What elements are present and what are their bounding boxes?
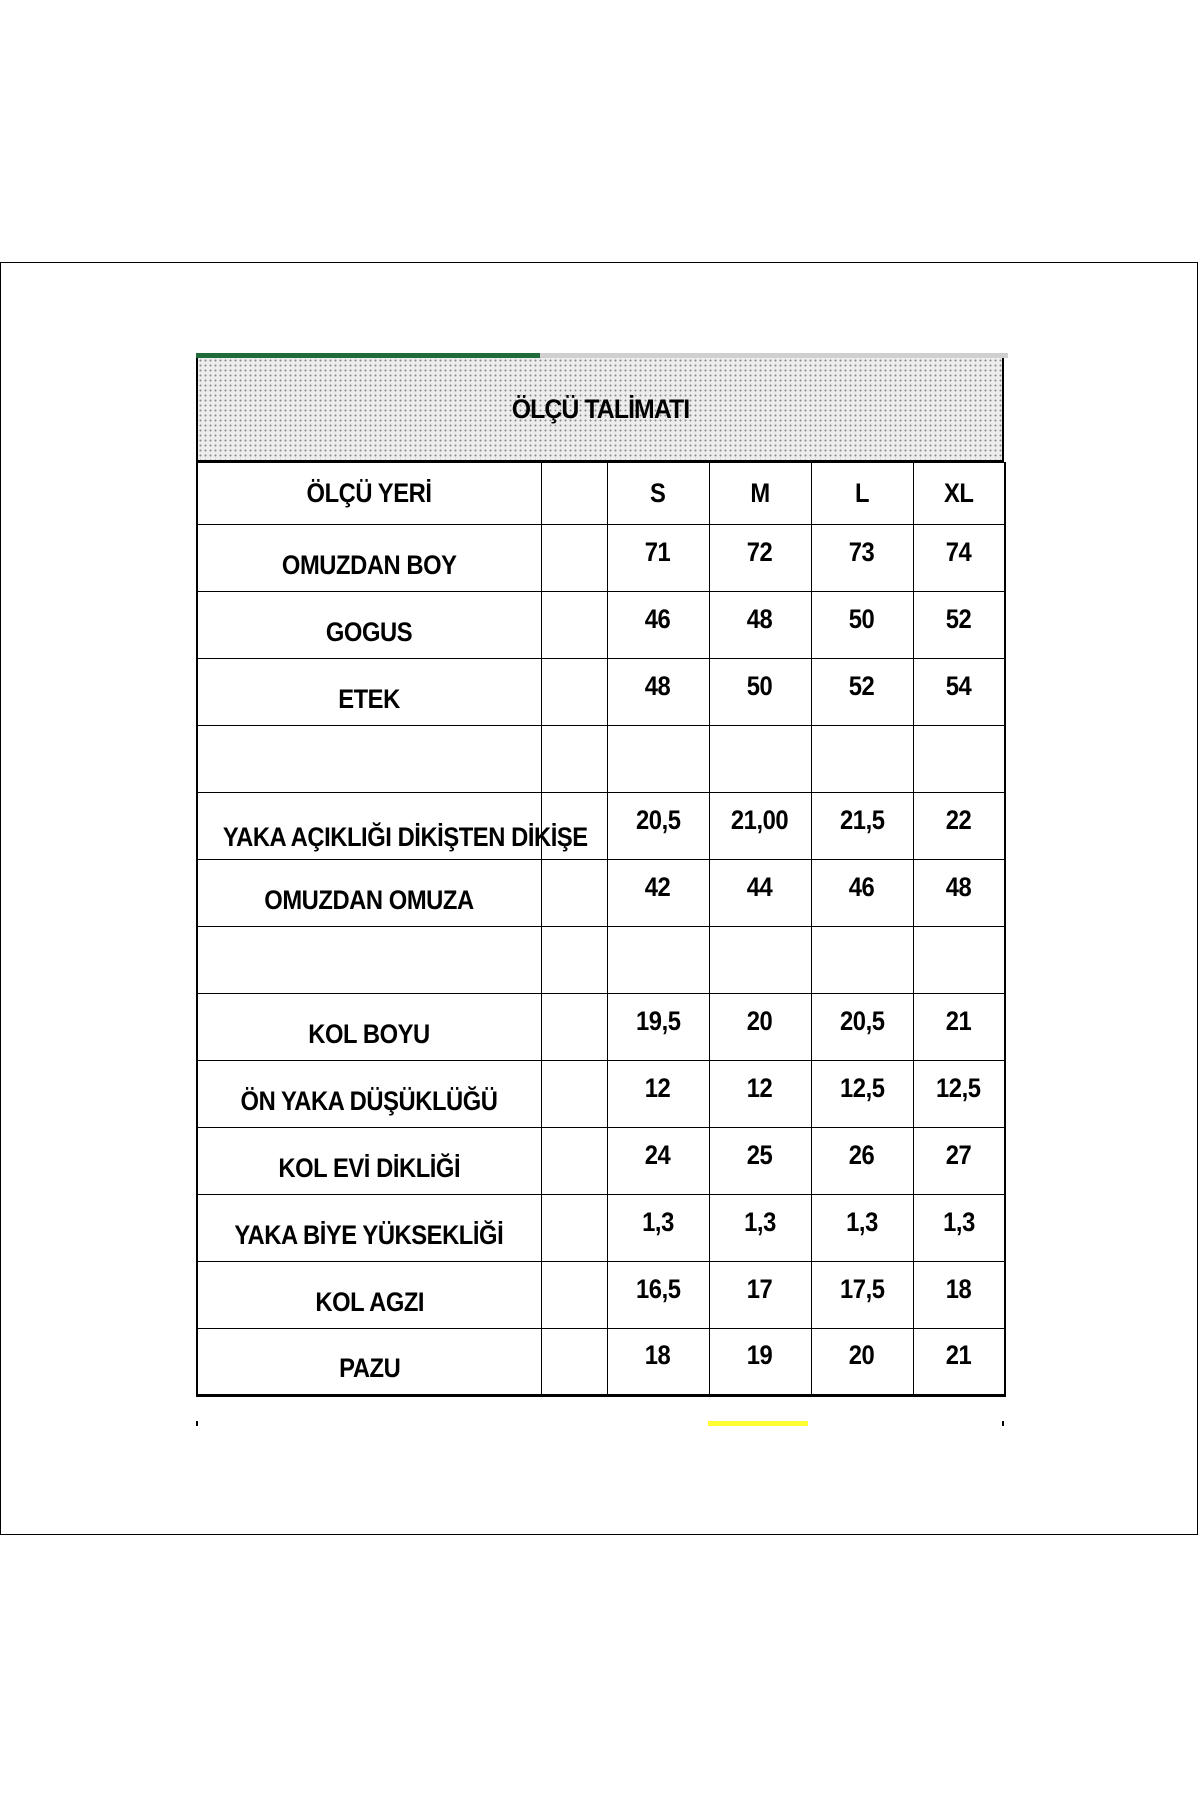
header-label-cell (197, 463, 541, 525)
measurement-label-cell (197, 1195, 541, 1262)
value-cell-l (811, 659, 913, 726)
measurement-value: 73 (849, 536, 875, 567)
table-row (197, 1195, 1005, 1262)
measurement-value: 12,5 (936, 1072, 981, 1103)
table-row (197, 1329, 1005, 1396)
value-cell-xl (913, 659, 1005, 726)
measurement-value: 12,5 (839, 1072, 885, 1103)
measurement-label: KOL BOYU (308, 1018, 430, 1049)
size-label: M (750, 478, 770, 508)
measurement-value: 21,5 (839, 804, 885, 835)
table-row (197, 1262, 1005, 1329)
size-chart-sheet (196, 353, 1008, 1426)
value-cell-s (607, 860, 709, 927)
measurement-label-cell (197, 793, 588, 860)
measurement-value: 48 (645, 670, 671, 701)
blank-column-cell (541, 1262, 607, 1329)
measurement-value: 18 (945, 1273, 972, 1304)
size-label: S (650, 478, 666, 508)
value-cell-xl (913, 592, 1005, 659)
table-row (197, 1061, 1005, 1128)
measurement-value: 1,3 (642, 1206, 674, 1237)
value-cell-s (607, 1128, 709, 1195)
measurement-label: PAZU (338, 1353, 400, 1383)
value-cell-m (709, 994, 811, 1061)
value-cell-l (811, 793, 913, 860)
measurement-value: 46 (849, 871, 875, 902)
blank-column-cell (541, 1329, 607, 1396)
measurement-label: OMUZDAN OMUZA (264, 884, 474, 915)
table-row (197, 994, 1005, 1061)
value-cell-l (811, 1329, 913, 1396)
measurement-label-cell (197, 659, 541, 726)
value-cell-s (607, 659, 709, 726)
value-cell-l (811, 1195, 913, 1262)
measurement-label-cell (197, 1128, 541, 1195)
measurement-value: 52 (945, 603, 972, 634)
measurement-value: 20,5 (839, 1005, 885, 1036)
bottom-rule (196, 1421, 1004, 1426)
measurement-value: 20 (849, 1340, 875, 1370)
size-header-xl (913, 463, 1005, 525)
value-cell-xl (913, 1061, 1005, 1128)
measurement-label-cell (197, 860, 541, 927)
measurement-value: 20,5 (635, 804, 681, 835)
measurement-label-cell (197, 927, 541, 994)
value-cell-xl (913, 994, 1005, 1061)
value-cell-l (811, 726, 913, 793)
value-cell-s (607, 726, 709, 793)
measurement-value: 21,00 (731, 804, 789, 835)
value-cell-l (811, 1061, 913, 1128)
measurement-value: 20 (747, 1005, 773, 1036)
measurement-value: 52 (849, 670, 875, 701)
measurement-label-cell (197, 726, 541, 793)
value-cell-m (709, 793, 811, 860)
blank-column-cell (541, 726, 607, 793)
measurement-value: 17 (747, 1273, 773, 1304)
table-row (197, 927, 1005, 994)
measurement-value: 26 (849, 1139, 875, 1170)
measurement-label: OMUZDAN BOY (281, 549, 457, 580)
measurement-label-cell (197, 592, 541, 659)
value-cell-m (709, 1195, 811, 1262)
value-cell-s (607, 592, 709, 659)
measurement-value: 19,5 (635, 1005, 681, 1036)
measurement-value: 17,5 (839, 1273, 885, 1304)
value-cell-m (709, 1329, 811, 1396)
measurement-label-cell (197, 1061, 541, 1128)
value-cell-l (811, 994, 913, 1061)
measurement-value: 46 (645, 603, 671, 634)
value-cell-s (607, 994, 709, 1061)
size-label: XL (943, 478, 974, 508)
value-cell-xl (913, 927, 1005, 994)
measurement-value: 18 (645, 1340, 671, 1370)
measurement-value: 54 (945, 670, 972, 701)
value-cell-l (811, 525, 913, 592)
value-cell-l (811, 1262, 913, 1329)
value-cell-xl (913, 1195, 1005, 1262)
size-label: L (854, 478, 870, 508)
size-header-m (709, 463, 811, 525)
table-row (197, 525, 1005, 592)
measurement-value: 1,3 (942, 1206, 975, 1237)
measurement-label-cell (197, 994, 541, 1061)
value-cell-s (607, 1329, 709, 1396)
value-cell-xl (913, 1128, 1005, 1195)
value-cell-l (811, 592, 913, 659)
size-header-s (607, 463, 709, 525)
measurement-value: 12 (645, 1072, 671, 1103)
value-cell-xl (913, 525, 1005, 592)
size-table (196, 462, 1006, 1397)
value-cell-s (607, 525, 709, 592)
table-row (197, 726, 1005, 793)
measurement-value: 24 (645, 1139, 671, 1170)
measurement-label: KOL EVİ DİKLİĞİ (278, 1152, 461, 1183)
value-cell-xl (913, 860, 1005, 927)
measurement-value: 16,5 (635, 1273, 681, 1304)
value-cell-xl (913, 793, 1005, 860)
measurement-value: 21 (945, 1340, 972, 1370)
table-row (197, 793, 1005, 860)
measurement-value: 1,3 (744, 1206, 776, 1237)
value-cell-xl (913, 726, 1005, 793)
measurement-value: 22 (945, 804, 972, 835)
blank-column-cell (541, 525, 607, 592)
header-label: ÖLÇÜ YERİ (306, 478, 432, 508)
measurement-label-cell (197, 1262, 541, 1329)
value-cell-s (607, 1195, 709, 1262)
blank-column-cell (541, 659, 607, 726)
measurement-label: ETEK (338, 683, 401, 714)
measurement-value: 48 (945, 871, 972, 902)
measurement-value: 21 (945, 1005, 972, 1036)
measurement-value: 25 (747, 1139, 773, 1170)
value-cell-m (709, 726, 811, 793)
value-cell-m (709, 1061, 811, 1128)
value-cell-m (709, 592, 811, 659)
measurement-label: GOGUS (326, 616, 413, 647)
highlight-marker (708, 1421, 808, 1426)
blank-column-cell (541, 1061, 607, 1128)
value-cell-l (811, 927, 913, 994)
blank-column-cell (541, 1195, 607, 1262)
measurement-label-cell (197, 1329, 541, 1396)
value-cell-l (811, 1128, 913, 1195)
table-row (197, 659, 1005, 726)
measurement-value: 74 (945, 536, 972, 567)
value-cell-s (607, 1262, 709, 1329)
measurement-label: YAKA AÇIKLIĞI DİKİŞTEN DİKİŞE (222, 821, 588, 852)
value-cell-m (709, 1128, 811, 1195)
measurement-value: 71 (645, 536, 671, 567)
value-cell-s (607, 927, 709, 994)
table-row (197, 860, 1005, 927)
value-cell-s (607, 793, 709, 860)
measurement-value: 12 (747, 1072, 773, 1103)
size-header-l (811, 463, 913, 525)
value-cell-m (709, 927, 811, 994)
measurement-value: 72 (747, 536, 773, 567)
measurement-label: KOL AGZI (314, 1286, 424, 1317)
blank-column-cell (541, 592, 607, 659)
measurement-label: YAKA BİYE YÜKSEKLİĞİ (234, 1219, 504, 1250)
chart-title: ÖLÇÜ TALİMATI (511, 393, 689, 424)
measurement-value: 19 (747, 1340, 773, 1370)
value-cell-m (709, 525, 811, 592)
measurement-value: 50 (849, 603, 875, 634)
value-cell-s (607, 1061, 709, 1128)
table-row (197, 1128, 1005, 1195)
blank-column-cell (541, 994, 607, 1061)
measurement-value: 1,3 (846, 1206, 878, 1237)
value-cell-l (811, 860, 913, 927)
measurement-label: ÖN YAKA DÜŞÜKLÜĞÜ (240, 1085, 498, 1116)
blank-column-cell (541, 463, 607, 525)
measurement-value: 44 (747, 871, 773, 902)
table-row (197, 592, 1005, 659)
measurement-label-cell (197, 525, 541, 592)
blank-column-cell (541, 1128, 607, 1195)
value-cell-m (709, 659, 811, 726)
value-cell-xl (913, 1329, 1005, 1396)
value-cell-m (709, 1262, 811, 1329)
measurement-value: 50 (747, 670, 773, 701)
header-row (197, 463, 1005, 525)
blank-column-cell (541, 860, 607, 927)
measurement-value: 27 (945, 1139, 972, 1170)
blank-column-cell (541, 927, 607, 994)
value-cell-m (709, 860, 811, 927)
value-cell-xl (913, 1262, 1005, 1329)
measurement-value: 48 (747, 603, 773, 634)
measurement-value: 42 (645, 871, 671, 902)
title-cell (196, 358, 1004, 462)
